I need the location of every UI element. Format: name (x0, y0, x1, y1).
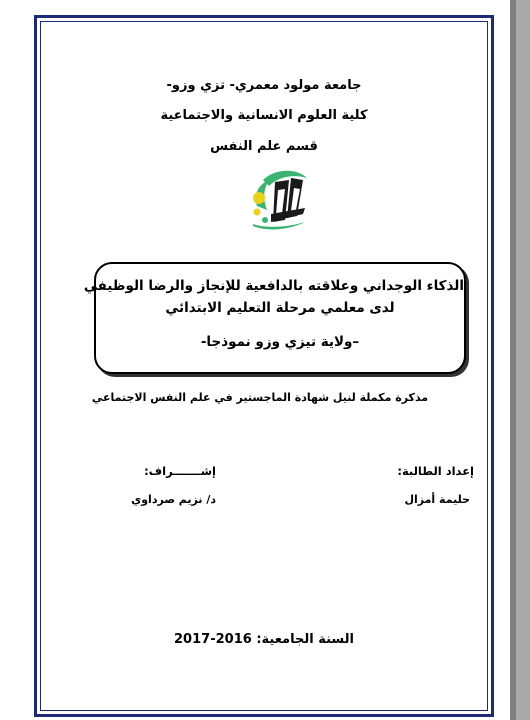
thesis-title-box (83, 262, 466, 374)
university-emblem-icon (245, 166, 315, 232)
university-name: جامعة مولود معمري- تزي وزو- (166, 78, 362, 93)
department-name: قسم علم النفس (210, 139, 318, 154)
academic-year-value: 2016-2017 (174, 632, 252, 647)
academic-year (40, 632, 488, 647)
faculty-name: كلية العلوم الانسانية والاجتماعية (160, 108, 368, 123)
degree-statement: مذكرة مكملة لنيل شهادة الماجستير في علم النفس الاجتماعي (91, 391, 429, 404)
student-name: حليمة أمزال (404, 493, 470, 506)
thesis-title-line-1: الذكاء الوجداني وعلاقته بالدافعية للإنجاز والرضا الوظيفي (83, 278, 464, 294)
page-shadow (510, 0, 516, 720)
academic-year-label: السنة الجامعية: (256, 632, 354, 647)
thesis-title-line-2: لدى معلمي مرحلة التعليم الابتدائي (165, 300, 395, 316)
supervisor-label: إشـــــــراف: (144, 464, 216, 478)
supervisor-name: د/ نزيم صرداوي (131, 493, 216, 506)
prepared-by-label: إعداد الطالبة: (397, 464, 474, 478)
thesis-title-line-3: –ولاية تيزي وزو نموذجا- (200, 334, 360, 350)
